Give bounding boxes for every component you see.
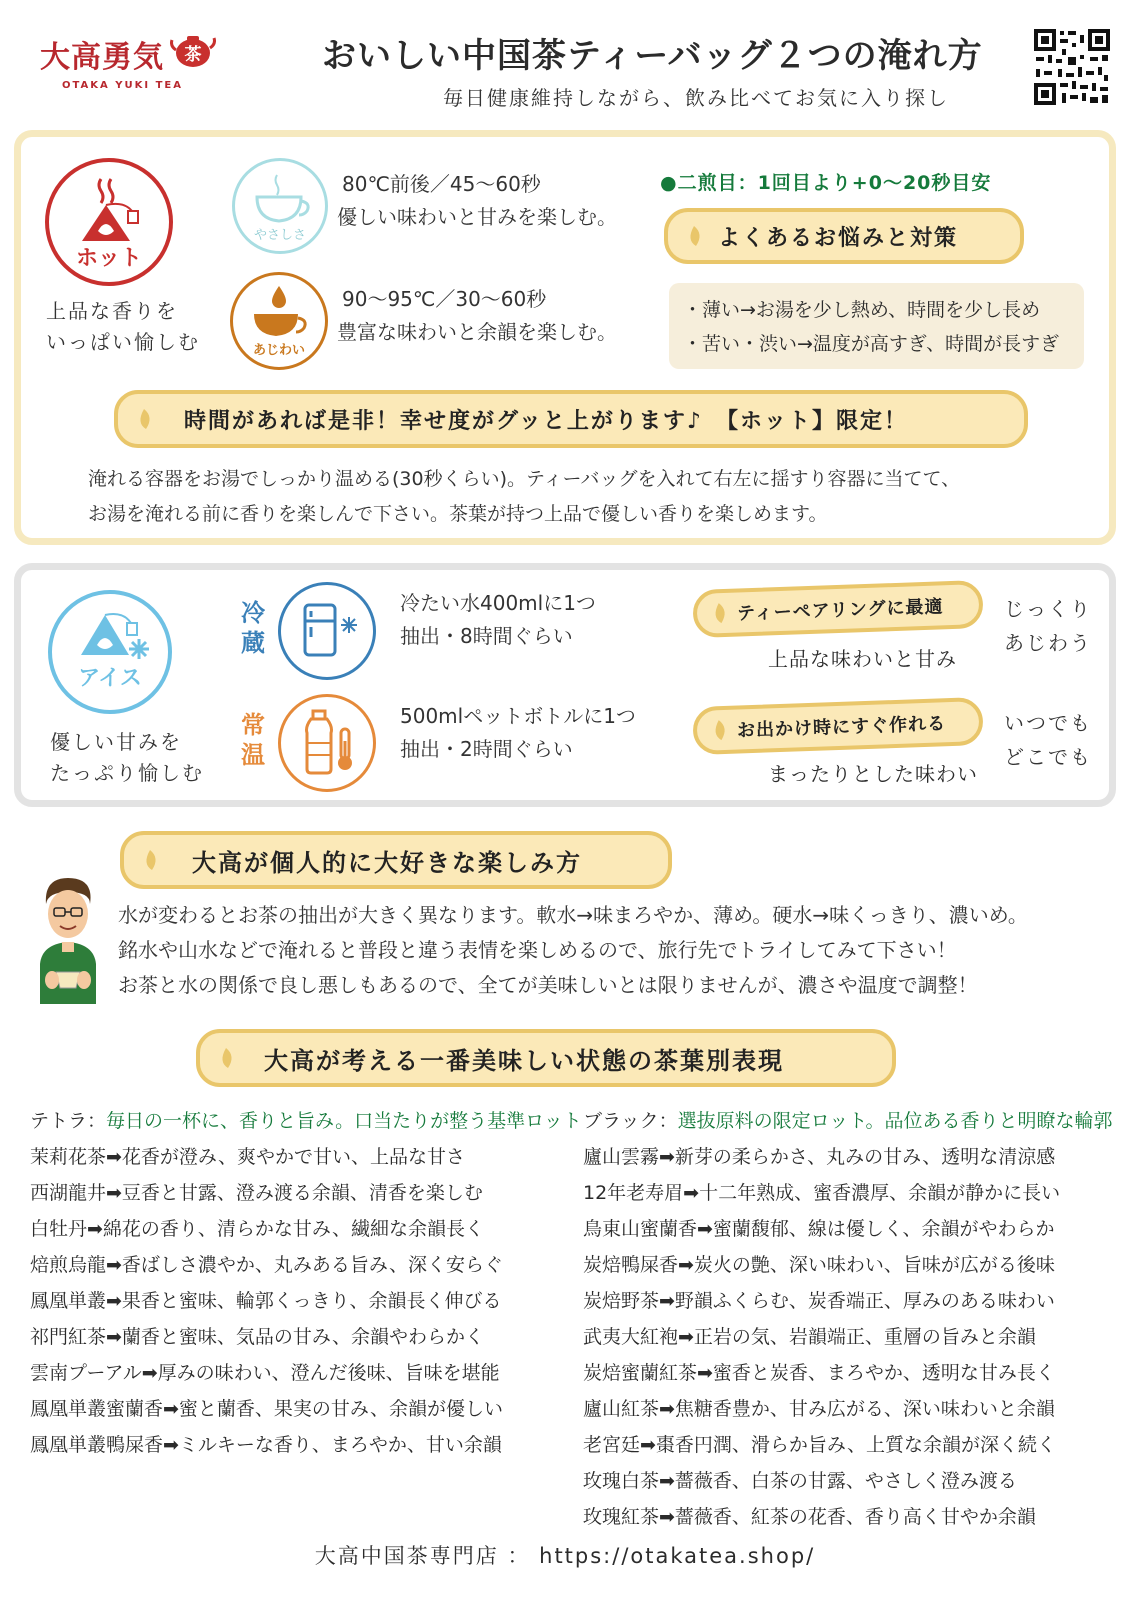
hot-banner-text: 時間があれば是非！幸せ度がグッと上がります♪ 【ホット】限定！ (184, 408, 908, 434)
hot-tip-line1: 淹れる容器をお湯でしっかり温める(30秒くらい)。ティーバッグを入れて右左に揺すり容器に当てて、 (88, 468, 961, 490)
list-item: 玫瑰白茶➡薔薇香、白茶の甘露、やさしく澄み渡る (583, 1470, 1017, 1492)
list-item: 鳳凰単叢➡果香と蜜味、輪郭くっきり、余韻長く伸びる (30, 1290, 502, 1312)
snowflake-icon (129, 639, 149, 659)
ice-caption-line2: たっぷり愉しむ (50, 761, 204, 785)
ajiwai-badge (230, 272, 328, 370)
tetra-heading-label: テトラ： (30, 1110, 107, 1132)
hot-caption-line2: いっぱい愉しむ (46, 330, 200, 354)
list-item: 焙煎烏龍➡香ばしさ濃やか、丸みある旨み、深く安らぐ (30, 1254, 504, 1276)
list-item: 玫瑰紅茶➡薔薇香、紅茶の花香、香り高く甘やか余韻 (583, 1506, 1036, 1528)
black-heading-desc: 選抜原料の限定ロット。品位ある香りと明瞭な輪郭 (677, 1110, 1113, 1132)
hot-tip-paragraph (88, 462, 960, 532)
logo-text: 大高勇気 (40, 40, 164, 75)
person-illustration (36, 874, 100, 1004)
jo-line1: 500mlペットボトルに1つ (400, 704, 636, 728)
outing-sub: まったりとした味わい (768, 762, 978, 786)
leaf-icon (216, 1046, 236, 1070)
list-item: 茉莉花茶➡花香が澄み、爽やかで甘い、上品な甘さ (30, 1146, 466, 1168)
list-item: 雲南プーアル➡厚みの味わい、澄んだ後味、旨味を堪能 (30, 1362, 500, 1384)
hot-tip-line2: お湯を淹れる前に香りを楽しんで下さい。茶葉が持つ上品で優しい香りを楽しめます。 (88, 503, 828, 525)
reizo-text (400, 587, 596, 653)
tetra-column (30, 1103, 582, 1463)
list-item: 鳳凰単叢蜜蘭香➡蜜と蘭香、果実の甘み、余韻が優しい (30, 1398, 504, 1420)
ajiwai-label: あじわい (252, 343, 306, 358)
outing-side-1: いつでも (1004, 711, 1092, 735)
reizo-line2: 抽出・8時間ぐらい (400, 624, 573, 648)
list-item: 12年老寿眉➡十二年熟成、蜜香濃厚、余韻が静かに長い (583, 1182, 1061, 1204)
ice-caption-line1: 優しい甘みを (50, 730, 182, 754)
ice-caption (50, 727, 204, 789)
tea-list-title: 大高が考える一番美味しい状態の茶葉別表現 (264, 1046, 784, 1075)
pairing-side-1: じっくり (1004, 597, 1092, 621)
footer-link[interactable]: 大高中国茶専門店 ： https://otakatea.shop/ (314, 1544, 816, 1568)
list-item: 祁門紅茶➡蘭香と蜜味、気品の甘み、余韻やわらかく (30, 1326, 485, 1348)
outing-ribbon (692, 697, 983, 755)
list-item: 廬山雲霧➡新芽の柔らかさ、丸みの甘み、透明な清涼感 (583, 1146, 1056, 1168)
pairing-title: ティーペアリングに最適 (736, 596, 944, 625)
pairing-ribbon (692, 580, 983, 638)
personal-paragraph (118, 898, 1028, 1003)
list-item: 老宮廷➡棗香円潤、滑らか旨み、上質な余韻が深く続く (583, 1434, 1057, 1456)
list-item: 西湖龍井➡豆香と甘露、澄み渡る余韻、清香を楽しむ (30, 1182, 483, 1204)
leaf-icon (709, 718, 730, 743)
personal-line3: お茶と水の関係で良し悪しもあるので、全てが美味しいとは限りませんが、濃さや温度で調整！ (118, 973, 978, 997)
ajiwai-desc: 豊富な味わいと余韻を楽しむ。 (337, 320, 617, 344)
black-column (583, 1103, 1113, 1535)
leaf-icon (140, 848, 160, 872)
ajiwai-temp: 90〜95℃／30〜60秒 (342, 287, 547, 311)
tetra-heading-desc: 毎日の一杯に、香りと旨み。口当たりが整う基準ロット (106, 1110, 582, 1132)
hot-badge-label: ホット (75, 246, 143, 271)
logo-cha-text: 茶 (184, 45, 202, 65)
jo-label: 常温 (241, 711, 265, 769)
fridge-icon (287, 591, 367, 671)
bottle-thermometer-icon (287, 703, 367, 783)
black-heading (583, 1103, 1113, 1139)
ice-badge-label: アイス (78, 666, 142, 691)
leaf-icon (134, 407, 154, 431)
hot-caption (46, 296, 200, 358)
hot-teabag-icon (54, 167, 164, 277)
personal-line1: 水が変わるとお茶の抽出が大きく異なります。軟水→味まろやか、薄め。硬水→味くっきり、濃いめ。 (118, 903, 1028, 927)
pairing-side-2: あじわう (1004, 631, 1092, 655)
tea-list-ribbon (196, 1029, 896, 1087)
ice-teabag-icon (55, 597, 165, 707)
reizo-line1: 冷たい水400mlに1つ (400, 591, 596, 615)
page-subtitle: 毎日健康維持しながら、飲み比べてお気に入り探し (443, 86, 949, 110)
ajiwai-text (337, 283, 617, 349)
jo-line2: 抽出・2時間ぐらい (400, 737, 573, 761)
logo-subtitle: OTAKA YUKI TEA (62, 80, 183, 91)
outing-side-2: どこでも (1004, 745, 1092, 769)
cup-with-drop-icon (234, 276, 324, 366)
yasashisa-desc: 優しい味わいと甘みを楽しむ。 (337, 205, 617, 229)
faq-tips (669, 283, 1084, 369)
yasashisa-label: やさしさ (253, 228, 307, 243)
leaf-icon (684, 224, 704, 248)
list-item: 廬山紅茶➡焦糖香豊か、甘み広がる、深い味わいと余韻 (583, 1398, 1055, 1420)
reizo-label: 冷蔵 (241, 599, 265, 657)
list-item: 鳳凰単叢鴨屎香➡ミルキーな香り、まろやか、甘い余韻 (30, 1434, 502, 1456)
jo-text (400, 700, 636, 766)
cup-icon (235, 161, 325, 251)
hot-badge (45, 158, 173, 286)
faq-ribbon (664, 208, 1024, 264)
list-item: 鳥東山蜜蘭香➡蜜蘭馥郁、線は優しく、余韻がやわらか (583, 1218, 1055, 1240)
personal-title: 大高が個人的に大好きな楽しみ方 (192, 848, 582, 877)
list-item: 炭焙鴨屎香➡炭火の艶、深い味わい、旨味が広がる後味 (583, 1254, 1055, 1276)
outing-side (1004, 706, 1092, 774)
ice-badge (48, 590, 172, 714)
faq-tip-2: ・苦い・渋い→温度が高すぎ、時間が長すぎ (683, 333, 1060, 355)
fridge-badge (278, 582, 376, 680)
tetra-heading (30, 1103, 582, 1139)
outing-title: お出かけ時にすぐ作れる (736, 713, 947, 742)
hot-banner-ribbon (114, 390, 1028, 448)
list-item: 白牡丹➡綿花の香り、清らかな甘み、繊細な余韻長く (30, 1218, 485, 1240)
personal-ribbon (120, 831, 672, 889)
pairing-sub: 上品な味わいと甘み (768, 647, 957, 671)
page-title: おいしい中国茶ティーバッグ２つの淹れ方 (322, 36, 983, 76)
second-brew-note: ●二煎目：1回目より+0〜20秒目安 (660, 172, 992, 194)
hot-caption-line1: 上品な香りを (46, 299, 178, 323)
leaf-icon (709, 601, 730, 626)
yasashisa-temp: 80℃前後／45〜60秒 (342, 172, 541, 196)
qr-code-icon[interactable] (1032, 27, 1112, 107)
yasashisa-text (337, 168, 617, 234)
black-heading-label: ブラック： (583, 1110, 678, 1132)
personal-line2: 銘水や山水などで淹れると普段と違う表情を楽しめるので、旅行先でトライしてみて下さい！ (118, 938, 957, 962)
faq-title: よくあるお悩みと対策 (718, 225, 959, 251)
list-item: 武夷大紅袍➡正岩の気、岩韻端正、重層の旨みと余韻 (583, 1326, 1036, 1348)
bottle-badge (278, 694, 376, 792)
yasashisa-badge (232, 158, 328, 254)
list-item: 炭焙野茶➡野韻ふくらむ、炭香端正、厚みのある味わい (583, 1290, 1055, 1312)
list-item: 炭焙蜜蘭紅茶➡蜜香と炭香、まろやか、透明な甘み長く (583, 1362, 1055, 1384)
teapot-logo-icon (170, 30, 216, 70)
faq-tip-1: ・薄い→お湯を少し熱め、時間を少し長め (683, 299, 1041, 321)
pairing-side (1004, 592, 1092, 660)
